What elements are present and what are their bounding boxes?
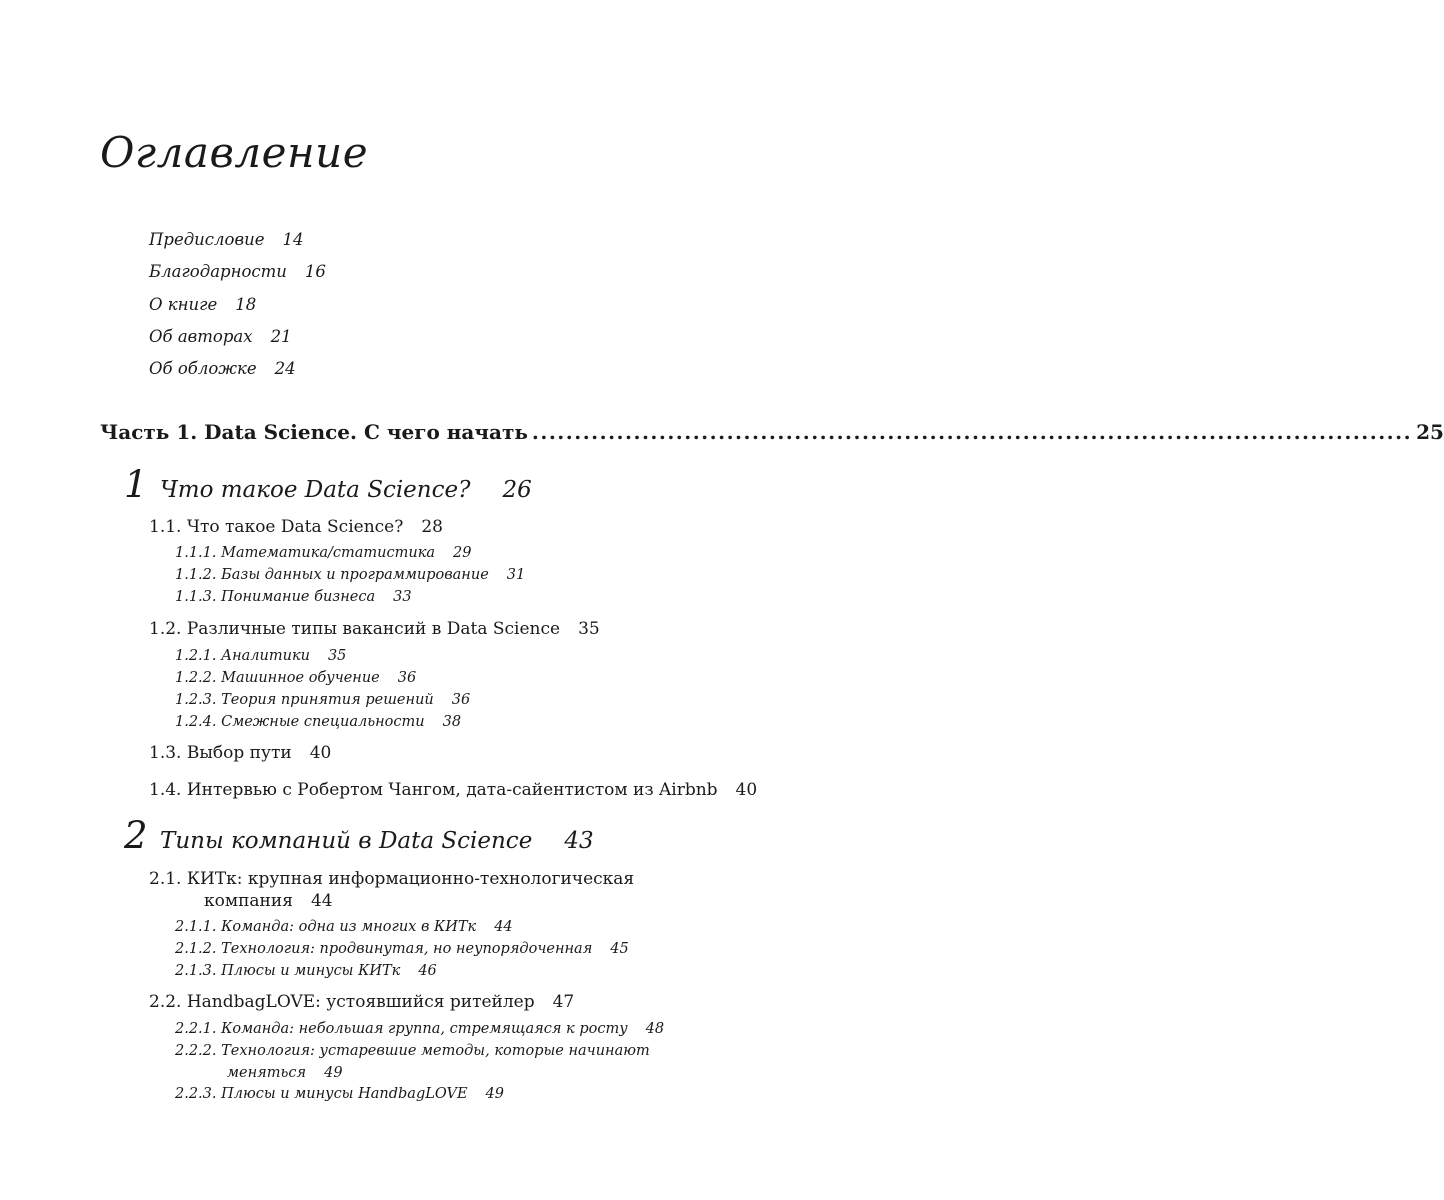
chapter-number: 2 xyxy=(124,814,148,857)
page-title: Оглавление xyxy=(100,128,369,177)
page-number: 40 xyxy=(309,743,332,763)
entry-label: Об обложке xyxy=(149,359,257,379)
part-heading[interactable] xyxy=(100,420,1444,444)
page-number: 46 xyxy=(418,963,437,979)
page-number: 16 xyxy=(304,262,326,282)
toc-entry-about-authors[interactable] xyxy=(149,325,326,357)
section-label: 1.3. Выбор пути xyxy=(149,743,292,763)
chapter-title: Что такое Data Science? xyxy=(160,477,471,503)
page-number: 38 xyxy=(442,714,462,730)
page-number: 14 xyxy=(282,230,304,249)
toc-subsection[interactable] xyxy=(175,667,416,689)
page-number: 36 xyxy=(397,670,417,686)
entry-label: Благодарности xyxy=(149,262,287,282)
page-number: 33 xyxy=(393,589,412,605)
toc-entry-acknowledgments[interactable] xyxy=(149,260,326,292)
page-number: 43 xyxy=(564,828,594,854)
page-number: 49 xyxy=(324,1065,343,1081)
toc-section[interactable] xyxy=(149,742,331,764)
part-label: Часть 1. Data Science. С чего начать xyxy=(100,420,528,444)
subsection-label: 1.1.1. Математика/статистика xyxy=(175,545,435,561)
subsection-label: 1.1.2. Базы данных и программирование xyxy=(175,567,489,583)
section-label: 1.4. Интервью с Робертом Чангом, дата-сайентистом из Airbnb xyxy=(149,780,718,800)
entry-label: О книге xyxy=(149,294,218,314)
toc-subsection[interactable] xyxy=(175,960,437,982)
page-number: 28 xyxy=(421,517,443,537)
section-label: 1.2. Различные типы вакансий в Data Science xyxy=(149,619,561,639)
toc-section[interactable] xyxy=(149,618,600,640)
chapter-heading[interactable] xyxy=(124,463,532,506)
dot-leader: ........................................................................................................ xyxy=(531,420,1413,444)
subsection-label: 1.2.3. Теория принятия решений xyxy=(175,692,434,708)
chapter-number: 1 xyxy=(124,463,148,506)
subsection-label: 2.2.3. Плюсы и минусы HandbagLOVE xyxy=(175,1086,468,1102)
subsection-label: 1.2.1. Аналитики xyxy=(175,648,310,664)
page-number: 47 xyxy=(552,992,575,1012)
toc-subsection[interactable] xyxy=(175,1083,504,1105)
toc-entry-preface[interactable] xyxy=(149,228,326,260)
page-number: 31 xyxy=(506,567,526,583)
front-matter-list xyxy=(149,228,326,389)
toc-subsection[interactable] xyxy=(175,1040,650,1084)
toc-section[interactable] xyxy=(149,516,443,538)
toc-subsection[interactable] xyxy=(175,711,461,733)
page-number: 40 xyxy=(735,780,758,800)
toc-subsection[interactable] xyxy=(175,586,412,608)
subsection-label: 2.2.2. Технология: устаревшие методы, которые начинают xyxy=(175,1043,650,1059)
page-number: 45 xyxy=(610,941,629,957)
chapter-title: Типы компаний в Data Science xyxy=(160,828,533,854)
toc-subsection[interactable] xyxy=(175,542,471,564)
page-number: 25 xyxy=(1416,420,1444,444)
toc-section[interactable] xyxy=(149,779,757,801)
toc-section[interactable] xyxy=(149,868,634,912)
section-label: 2.2. HandbagLOVE: устоявшийся ритейлер xyxy=(149,992,535,1012)
page-number: 36 xyxy=(451,692,471,708)
toc-entry-about-cover[interactable] xyxy=(149,357,326,389)
subsection-label-continued: меняться xyxy=(227,1065,307,1081)
page-number: 44 xyxy=(310,891,333,911)
subsection-label: 2.1.2. Технология: продвинутая, но неупорядоченная xyxy=(175,941,593,957)
page-number: 21 xyxy=(270,326,292,346)
page-number: 24 xyxy=(274,359,296,379)
chapter-heading[interactable] xyxy=(124,814,594,857)
subsection-label: 1.2.4. Смежные специальности xyxy=(175,714,425,730)
page-number: 49 xyxy=(485,1086,504,1102)
toc-subsection[interactable] xyxy=(175,938,629,960)
toc-subsection[interactable] xyxy=(175,1018,664,1040)
entry-label: Об авторах xyxy=(149,326,253,346)
page-number: 18 xyxy=(235,294,257,314)
page-number: 44 xyxy=(494,919,513,935)
toc-subsection[interactable] xyxy=(175,564,525,586)
section-label: 1.1. Что такое Data Science? xyxy=(149,517,404,537)
section-label: 2.1. КИТк: крупная информационно-технологическая xyxy=(149,869,635,889)
page-number: 48 xyxy=(645,1021,665,1037)
page-number: 29 xyxy=(453,545,472,561)
subsection-label: 1.1.3. Понимание бизнеса xyxy=(175,589,376,605)
subsection-label: 2.1.1. Команда: одна из многих в КИТк xyxy=(175,919,477,935)
toc-subsection[interactable] xyxy=(175,916,513,938)
subsection-label: 2.2.1. Команда: небольшая группа, стремящаяся к росту xyxy=(175,1021,628,1037)
toc-section[interactable] xyxy=(149,991,574,1013)
toc-subsection[interactable] xyxy=(175,645,346,667)
toc-subsection[interactable] xyxy=(175,689,470,711)
page-number: 26 xyxy=(502,477,532,503)
section-label-continued: компания xyxy=(204,891,293,911)
page-number: 35 xyxy=(327,648,347,664)
page-number: 35 xyxy=(578,619,600,639)
toc-entry-about-book[interactable] xyxy=(149,293,326,325)
entry-label: Предисловие xyxy=(149,230,265,249)
subsection-label: 2.1.3. Плюсы и минусы КИТк xyxy=(175,963,401,979)
subsection-label: 1.2.2. Машинное обучение xyxy=(175,670,380,686)
